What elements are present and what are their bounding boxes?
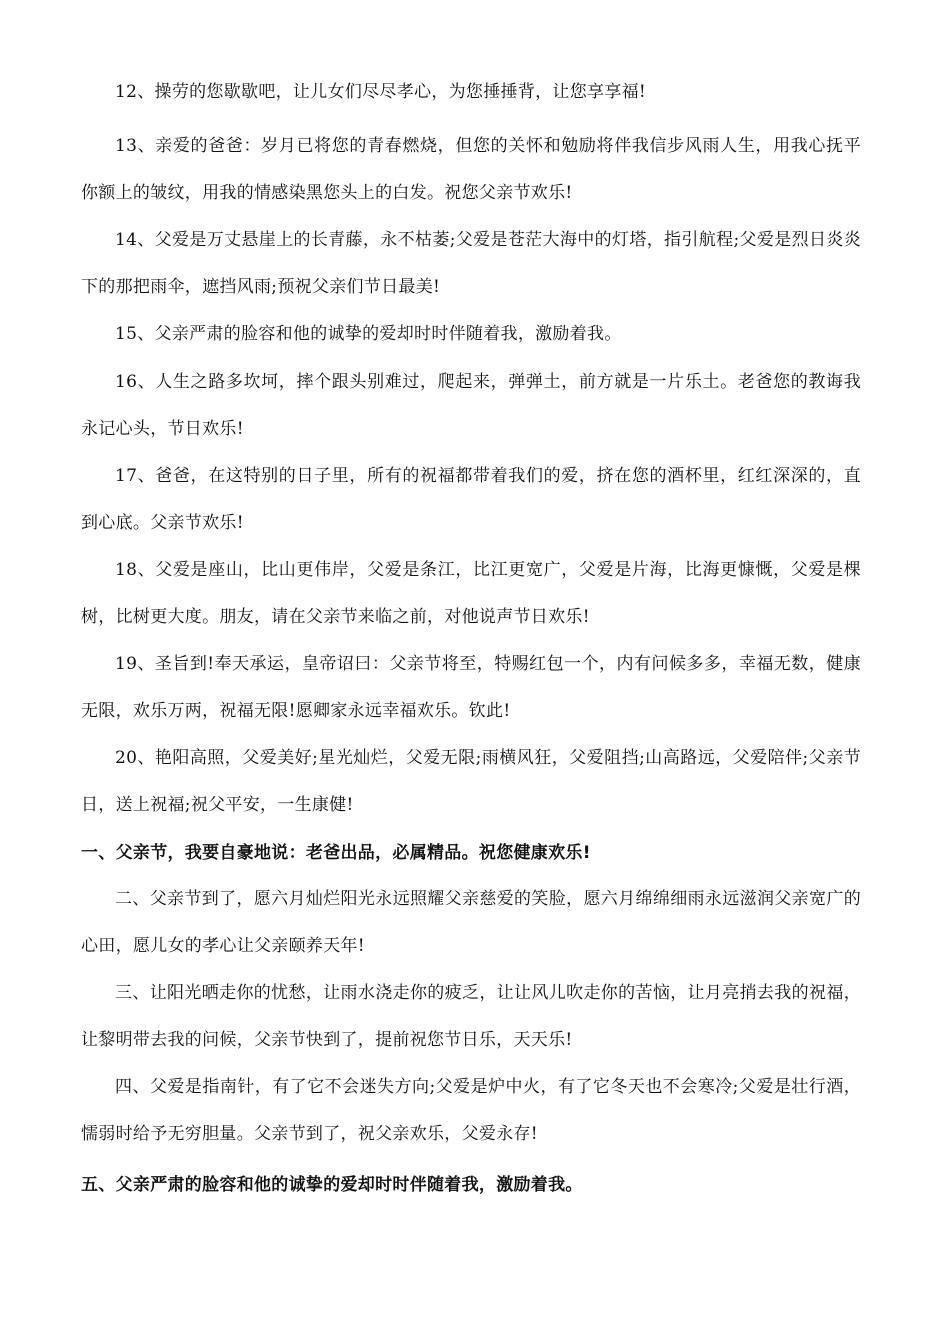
paragraph-17: 17、爸爸，在这特别的日子里，所有的祝福都带着我们的爱，挤在您的酒杯里，红红深深的，直到心底。父亲节欢乐!: [81, 466, 861, 533]
paragraph-12: 12、操劳的您歇歇吧，让儿女们尽尽孝心，为您捶捶背，让您享享福!: [115, 82, 647, 102]
paragraph-two: 二、父亲节到了，愿六月灿烂阳光永远照耀父亲慈爱的笑脸，愿六月绵绵细雨永远滋润父亲宽广的心田，愿儿女的孝心让父亲颐养天年!: [81, 889, 861, 956]
paragraph-18: 18、父爱是座山，比山更伟岸，父爱是条江，比江更宽广，父爱是片海，比海更慷慨，父爱是棵树，比树更大度。朋友，请在父亲节来临之前，对他说声节日欢乐!: [81, 560, 861, 627]
paragraph-15: 15、父亲严肃的脸容和他的诚挚的爱却时时伴随着我，激励着我。: [115, 324, 622, 344]
paragraph-20: 20、艳阳高照，父爱美好;星光灿烂，父爱无限;雨横风狂，父爱阻挡;山高路远，父爱陪伴;父亲节日，送上祝福;祝父平安，一生康健!: [81, 748, 861, 815]
paragraph-four: 四、父爱是指南针，有了它不会迷失方向;父爱是炉中火，有了它冬天也不会寒冷;父爱是壮行酒，懦弱时给予无穷胆量。父亲节到了，祝父亲欢乐，父爱永存!: [81, 1077, 861, 1144]
paragraph-19: 19、圣旨到!奉天承运，皇帝诏曰：父亲节将至，特赐红包一个，内有问候多多，幸福无数，健康无限，欢乐万两，祝福无限!愿卿家永远幸福欢乐。钦此!: [81, 654, 861, 721]
heading-one: 一、父亲节，我要自豪地说：老爸出品，必属精品。祝您健康欢乐!: [81, 843, 591, 863]
paragraph-16: 16、人生之路多坎坷，摔个跟头别难过，爬起来，弹弹土，前方就是一片乐土。老爸您的教诲我永记心头，节日欢乐!: [81, 372, 861, 439]
paragraph-three: 三、让阳光晒走你的忧愁，让雨水浇走你的疲乏，让让风儿吹走你的苦恼，让月亮捎去我的祝福，让黎明带去我的问候，父亲节快到了，提前祝您节日乐，天天乐!: [81, 983, 861, 1050]
paragraph-14: 14、父爱是万丈悬崖上的长青藤，永不枯萎;父爱是苍茫大海中的灯塔，指引航程;父爱是烈日炎炎下的那把雨伞，遮挡风雨;预祝父亲们节日最美!: [81, 230, 861, 297]
heading-five: 五、父亲严肃的脸容和他的诚挚的爱却时时伴随着我，激励着我。: [81, 1175, 583, 1195]
paragraph-13: 13、亲爱的爸爸：岁月已将您的青春燃烧，但您的关怀和勉励将伴我信步风雨人生，用我心抚平你额上的皱纹，用我的情感染黑您头上的白发。祝您父亲节欢乐!: [81, 136, 861, 203]
